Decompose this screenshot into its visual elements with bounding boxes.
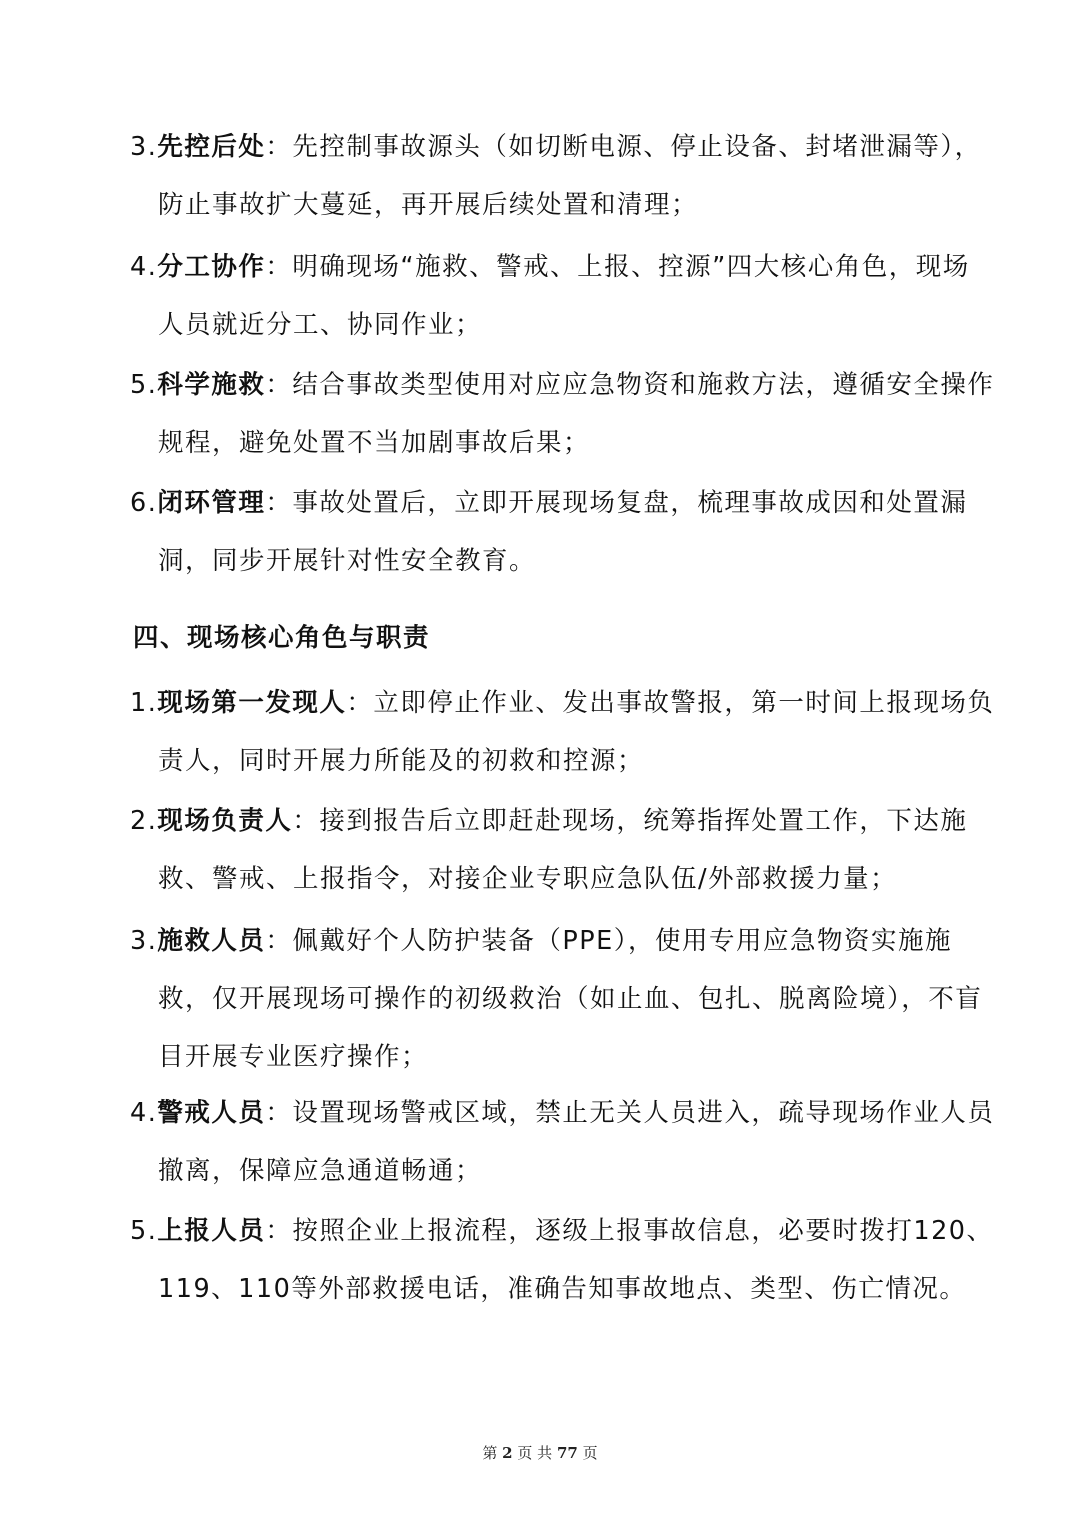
item-continuation: 责人，同时开展力所能及的初救和控源； <box>158 746 645 776</box>
item-term: 现场负责人 <box>157 806 293 836</box>
item-first-line <box>130 238 970 296</box>
section-heading: 四、现场核心角色与职责 <box>133 623 431 653</box>
item-text: ：先控制事故源头（如切断电源、停止设备、封堵泄漏等）， <box>265 132 982 162</box>
item-first-line <box>130 792 968 850</box>
item-number: 6. <box>130 488 158 518</box>
item-number: 2. <box>130 806 158 836</box>
item-text: ：按照企业上报流程，逐级上报事故信息，必要时拨打120、 <box>265 1216 994 1246</box>
item-continuation: 救、警戒、上报指令，对接企业专职应急队伍/外部救援力量； <box>158 864 898 894</box>
item-number: 3. <box>130 132 158 162</box>
item-term: 现场第一发现人 <box>157 688 347 718</box>
item-term: 科学施救 <box>157 370 266 400</box>
item-term: 闭环管理 <box>157 488 266 518</box>
item-continuation: 目开展专业医疗操作； <box>158 1042 429 1072</box>
item-first-line <box>130 1084 995 1142</box>
item-number: 4. <box>130 252 158 282</box>
item-term: 施救人员 <box>157 926 266 956</box>
footer-prefix: 第 <box>482 1444 498 1462</box>
item-first-line <box>130 674 995 732</box>
item-number: 1. <box>130 688 158 718</box>
list-item <box>130 474 968 590</box>
item-first-line <box>130 912 960 970</box>
item-term: 分工协作 <box>157 252 266 282</box>
item-continuation: 防止事故扩大蔓延，再开展后续处置和清理； <box>158 190 699 220</box>
item-continuation: 救，仅开展现场可操作的初级救治（如止血、包扎、脱离险境），不盲 <box>158 984 983 1014</box>
item-number: 5. <box>130 1216 158 1246</box>
item-continuation: 洞，同步开展针对性安全教育。 <box>158 546 537 576</box>
list-item <box>130 238 970 354</box>
list-item <box>130 356 995 472</box>
item-text: ：设置现场警戒区域，禁止无关人员进入，疏导现场作业人员 <box>265 1098 995 1128</box>
item-number: 3. <box>130 926 158 956</box>
list-item <box>130 1084 995 1200</box>
item-text: ：事故处置后，立即开展现场复盘，梳理事故成因和处置漏 <box>265 488 968 518</box>
item-continuation: 规程，避免处置不当加剧事故后果； <box>158 428 591 458</box>
page-footer <box>0 1442 1080 1463</box>
current-page-number: 2 <box>502 1444 513 1462</box>
list-item <box>130 912 983 1086</box>
footer-middle: 页 共 <box>517 1444 553 1462</box>
footer-suffix: 页 <box>582 1444 598 1462</box>
list-item <box>130 792 968 908</box>
total-page-count: 77 <box>556 1444 578 1462</box>
list-item <box>130 118 982 234</box>
item-text: ：接到报告后立即赶赴现场，统筹指挥处置工作，下达施 <box>292 806 968 836</box>
item-text: ：结合事故类型使用对应应急物资和施救方法，遵循安全操作 <box>265 370 995 400</box>
list-item <box>130 674 995 790</box>
item-continuation: 119、110等外部救援电话，准确告知事故地点、类型、伤亡情况。 <box>158 1274 967 1304</box>
item-continuation: 撤离，保障应急通道畅通； <box>158 1156 483 1186</box>
item-first-line <box>130 118 982 176</box>
item-continuation: 人员就近分工、协同作业； <box>158 310 483 340</box>
item-term: 警戒人员 <box>157 1098 266 1128</box>
item-first-line <box>130 1202 994 1260</box>
item-term: 先控后处 <box>157 132 266 162</box>
item-first-line <box>130 356 995 414</box>
item-first-line <box>130 474 968 532</box>
list-item <box>130 1202 994 1318</box>
item-term: 上报人员 <box>157 1216 266 1246</box>
item-text: ：立即停止作业、发出事故警报，第一时间上报现场负 <box>346 688 995 718</box>
item-number: 4. <box>130 1098 158 1128</box>
item-text: ：明确现场“施救、警戒、上报、控源”四大核心角色，现场 <box>265 252 970 282</box>
item-number: 5. <box>130 370 158 400</box>
item-text: ：佩戴好个人防护装备（PPE），使用专用应急物资实施施 <box>265 926 952 956</box>
